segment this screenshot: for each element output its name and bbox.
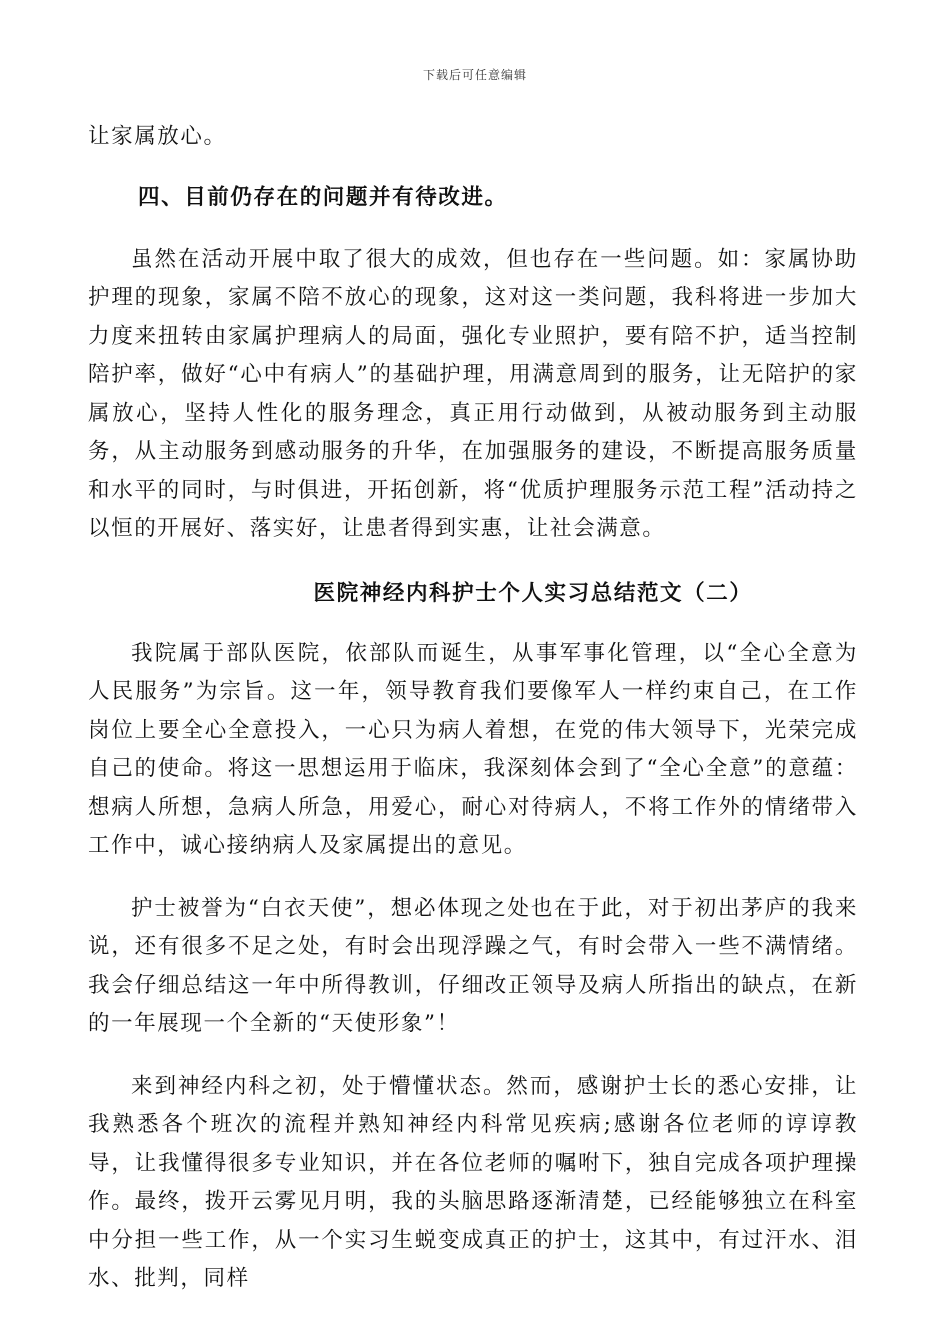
paragraph-angel: 护士被誉为“白衣天使”，想必体现之处也在于此，对于初出茅庐的我来说，还有很多不足之处，有时会出现浮躁之气，有时会带入一些不满情绪。我会仔细总结这一年中所得教训，仔细改正领导及病人所指出的缺点，在新的一年展现一个全新的“天使形象”！ [88, 895, 858, 1036]
document-body [88, 118, 858, 1299]
section-heading: 四、目前仍存在的问题并有待改进。 [138, 184, 508, 210]
paragraph-neurology: 来到神经内科之初，处于懵懂状态。然而，感谢护士长的悉心安排，让我熟悉各个班次的流程并熟知神经内科常见疾病;感谢各位老师的谆谆教导，让我懂得很多专业知识，并在各位老师的嘱咐下，独自完成各项护理操作。最终，拨开云雾见月明，我的头脑思路逐渐清楚，已经能够独立在科室中分担一些工作，从一个实习生蜕变成真正的护士，这其中，有过汗水、泪水、批判，同样 [88, 1073, 858, 1291]
paragraph-spacer [88, 866, 858, 890]
document-title: 医院神经内科护士个人实习总结范文（二） [313, 580, 753, 606]
paragraph-spacer [88, 1044, 858, 1068]
paragraph-hospital-intro: 我院属于部队医院，依部队而诞生，从事军事化管理，以“全心全意为人民服务”为宗旨。这一年，领导教育我们要像军人一样约束自己，在工作岗位上要全心全意投入，一心只为病人着想，在党的伟大领导下，光荣完成自己的使命。将这一思想运用于临床，我深刻体会到了“全心全意”的意蕴：想病人所想，急病人所急，用爱心，耐心对待病人，不将工作外的情绪带入工作中，诚心接纳病人及家属提出的意见。 [88, 640, 858, 858]
paragraph-continuation: 让家属放心。 [88, 124, 227, 149]
page-header-note: 下载后可任意编辑 [422, 68, 527, 82]
paragraph-problems: 虽然在活动开展中取了很大的成效，但也存在一些问题。如：家属协助护理的现象，家属不陪不放心的现象，这对这一类问题，我科将进一步加大力度来扭转由家属护理病人的局面，强化专业照护，要有陪不护，适当控制陪护率，做好“心中有病人”的基础护理，用满意周到的服务，让无陪护的家属放心，坚持人性化的服务理念，真正用行动做到，从被动服务到主动服务，从主动服务到感动服务的升华，在加强服务的建设，不断提高服务质量和水平的同时，与时俱进，开拓创新，将“优质护理服务示范工程”活动持之以恒的开展好、落实好，让患者得到实惠，让社会满意。 [88, 246, 858, 541]
